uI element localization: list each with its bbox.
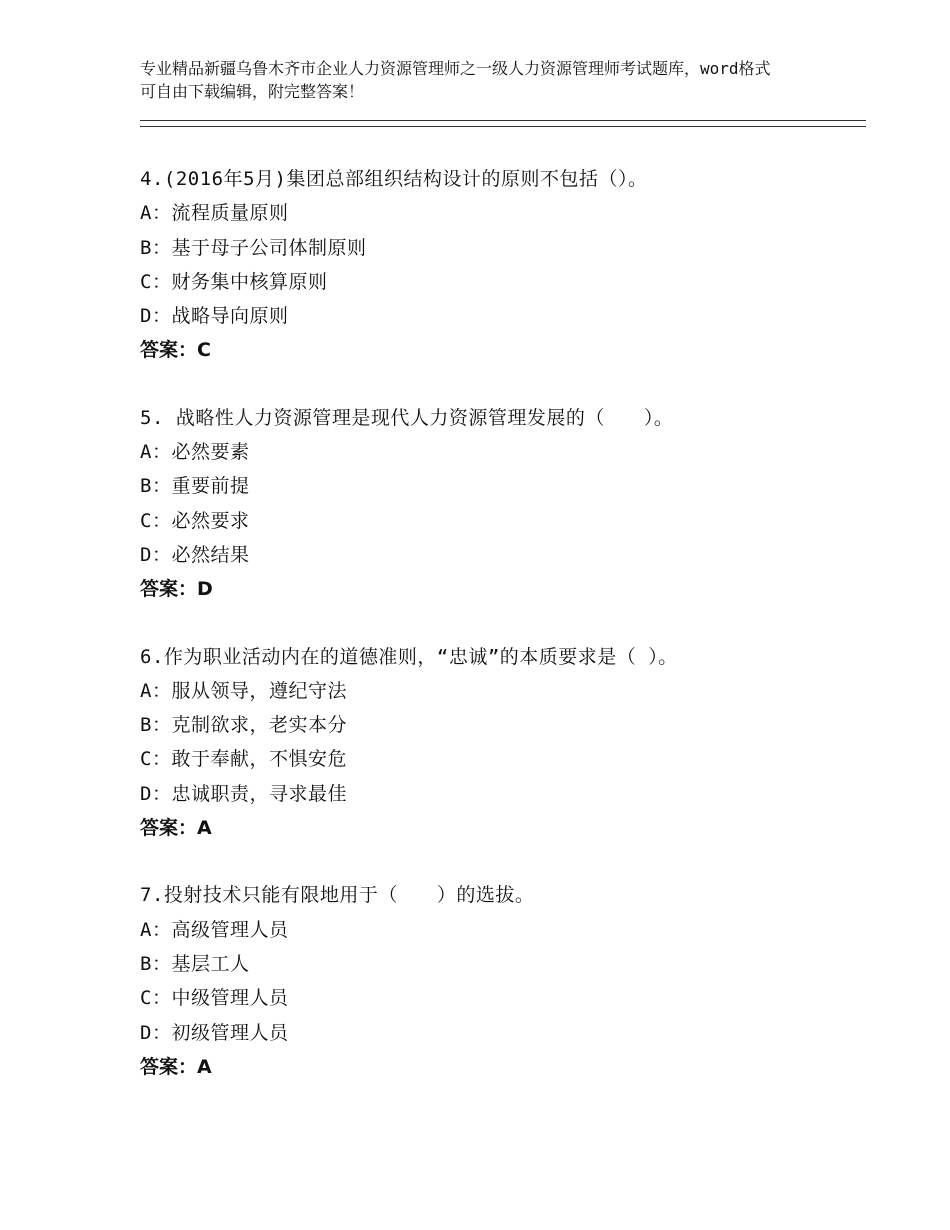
option-a: A：必然要素: [140, 441, 250, 464]
document-header: 专业精品新疆乌鲁木齐市企业人力资源管理师之一级人力资源管理师考试题库，word格式可自由下载编辑，附完整答案！: [140, 59, 771, 101]
answer-line: 答案：A: [140, 817, 212, 840]
question-stem: 4.(2016年5月)集团总部组织结构设计的原则不包括（）。: [140, 168, 648, 190]
question-item: [140, 878, 866, 1084]
option-d: D：战略导向原则: [140, 305, 289, 328]
answer-line: 答案：C: [140, 339, 211, 362]
option-b: B：克制欲求，老实本分: [140, 714, 347, 737]
option-d: D：初级管理人员: [140, 1021, 289, 1044]
option-a: A：高级管理人员: [140, 918, 289, 941]
answer-line: 答案：D: [140, 578, 213, 601]
option-c: C：中级管理人员: [140, 987, 289, 1010]
option-b: B：基于母子公司体制原则: [140, 236, 367, 259]
answer-line: 答案：A: [140, 1055, 212, 1078]
question-stem: 5. 战略性人力资源管理是现代人力资源管理发展的（ ）。: [140, 406, 674, 429]
option-c: C：必然要求: [140, 509, 250, 532]
question-item: [140, 640, 866, 846]
option-b: B：重要前提: [140, 475, 250, 498]
question-item: [140, 401, 866, 607]
question-stem: 7.投射技术只能有限地用于（ ）的选拔。: [140, 884, 535, 907]
option-a: A：流程质量原则: [140, 202, 289, 225]
option-b: B：基层工人: [140, 952, 250, 975]
question-item: [140, 162, 866, 368]
option-c: C：财务集中核算原则: [140, 270, 328, 293]
question-list: [140, 162, 866, 1117]
option-c: C：敢于奉献，不惧安危: [140, 748, 347, 771]
header-divider: [140, 120, 866, 127]
option-d: D：忠诚职责，寻求最佳: [140, 782, 347, 805]
option-a: A：服从领导，遵纪守法: [140, 679, 347, 702]
question-stem: 6.作为职业活动内在的道德准则，“忠诚”的本质要求是（ ）。: [140, 645, 678, 668]
option-d: D：必然结果: [140, 543, 250, 566]
